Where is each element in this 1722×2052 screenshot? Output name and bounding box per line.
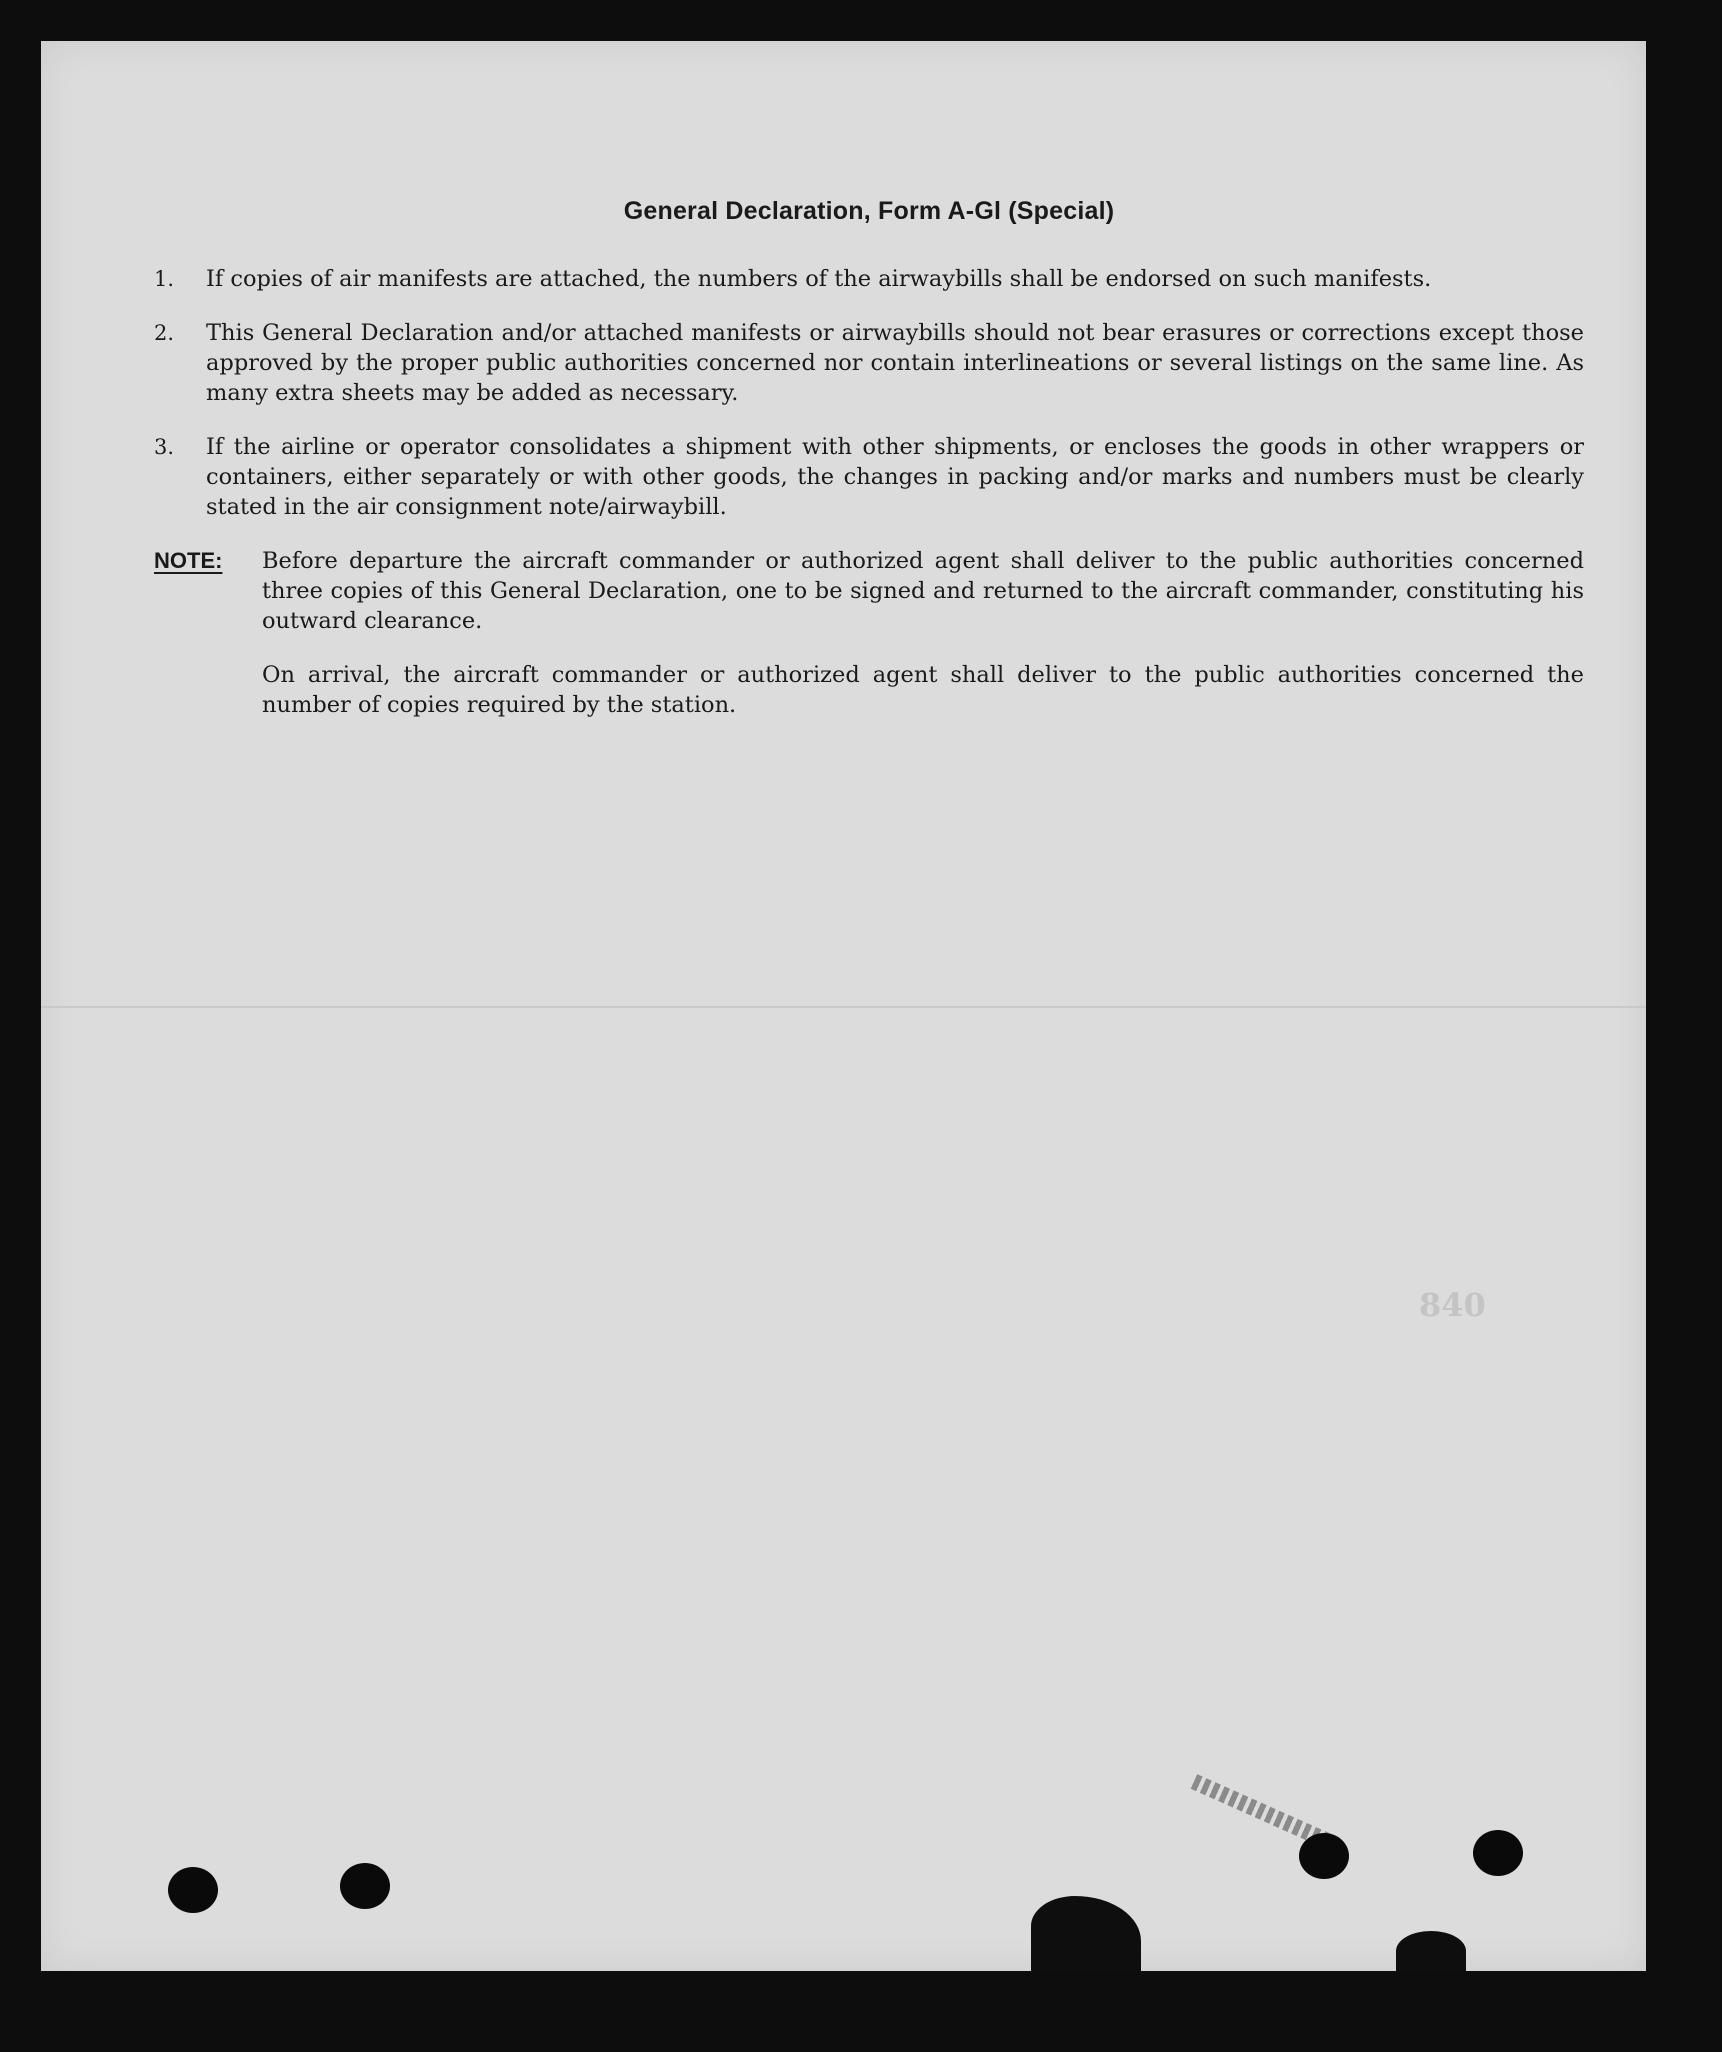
document-content xyxy=(154,197,1584,720)
note-label: NOTE: xyxy=(154,548,223,573)
torn-edge xyxy=(1031,1896,1141,1971)
note-paragraph-1: Before departure the aircraft commander or authorized agent shall deliver to the public authorities concerned three copies of this General Declaration, one to be signed and returned to the aircraft commander, constituting his outward clearance. xyxy=(262,548,1584,634)
item-text: This General Declaration and/or attached manifests or airwaybills should not bear erasures or corrections except those approved by the proper public authorities concerned nor contain interlineations or several listings on the same line. As many extra sheets may be added as necessary. xyxy=(206,320,1584,406)
item-number: 3. xyxy=(154,435,175,459)
document-page xyxy=(41,41,1646,1971)
item-number: 1. xyxy=(154,267,175,291)
punch-hole xyxy=(168,1867,218,1913)
note-block xyxy=(154,546,1584,636)
list-item-1 xyxy=(154,264,1584,294)
torn-edge xyxy=(1396,1931,1466,1971)
item-text: If copies of air manifests are attached, the numbers of the airwaybills shall be endorsed on such manifests. xyxy=(206,266,1432,292)
punch-hole xyxy=(340,1863,390,1909)
note-paragraph-2: On arrival, the aircraft commander or authorized agent shall deliver to the public authorities concerned the number of copies required by the station. xyxy=(262,662,1584,718)
item-text: If the airline or operator consolidates a shipment with other shipments, or encloses the goods in other wrappers or containers, either separately or with other goods, the changes in packing and/or marks and numbers must be clearly stated in the air consignment note/airwaybill. xyxy=(206,434,1584,520)
list-item-2 xyxy=(154,318,1584,408)
document-title: General Declaration, Form A-Gl (Special) xyxy=(623,197,1115,225)
fold-line xyxy=(41,1006,1646,1008)
list-item-3 xyxy=(154,432,1584,522)
punch-hole xyxy=(1299,1833,1349,1879)
show-through-number: 840 xyxy=(1419,1286,1486,1324)
punch-hole xyxy=(1473,1830,1523,1876)
item-number: 2. xyxy=(154,321,175,345)
